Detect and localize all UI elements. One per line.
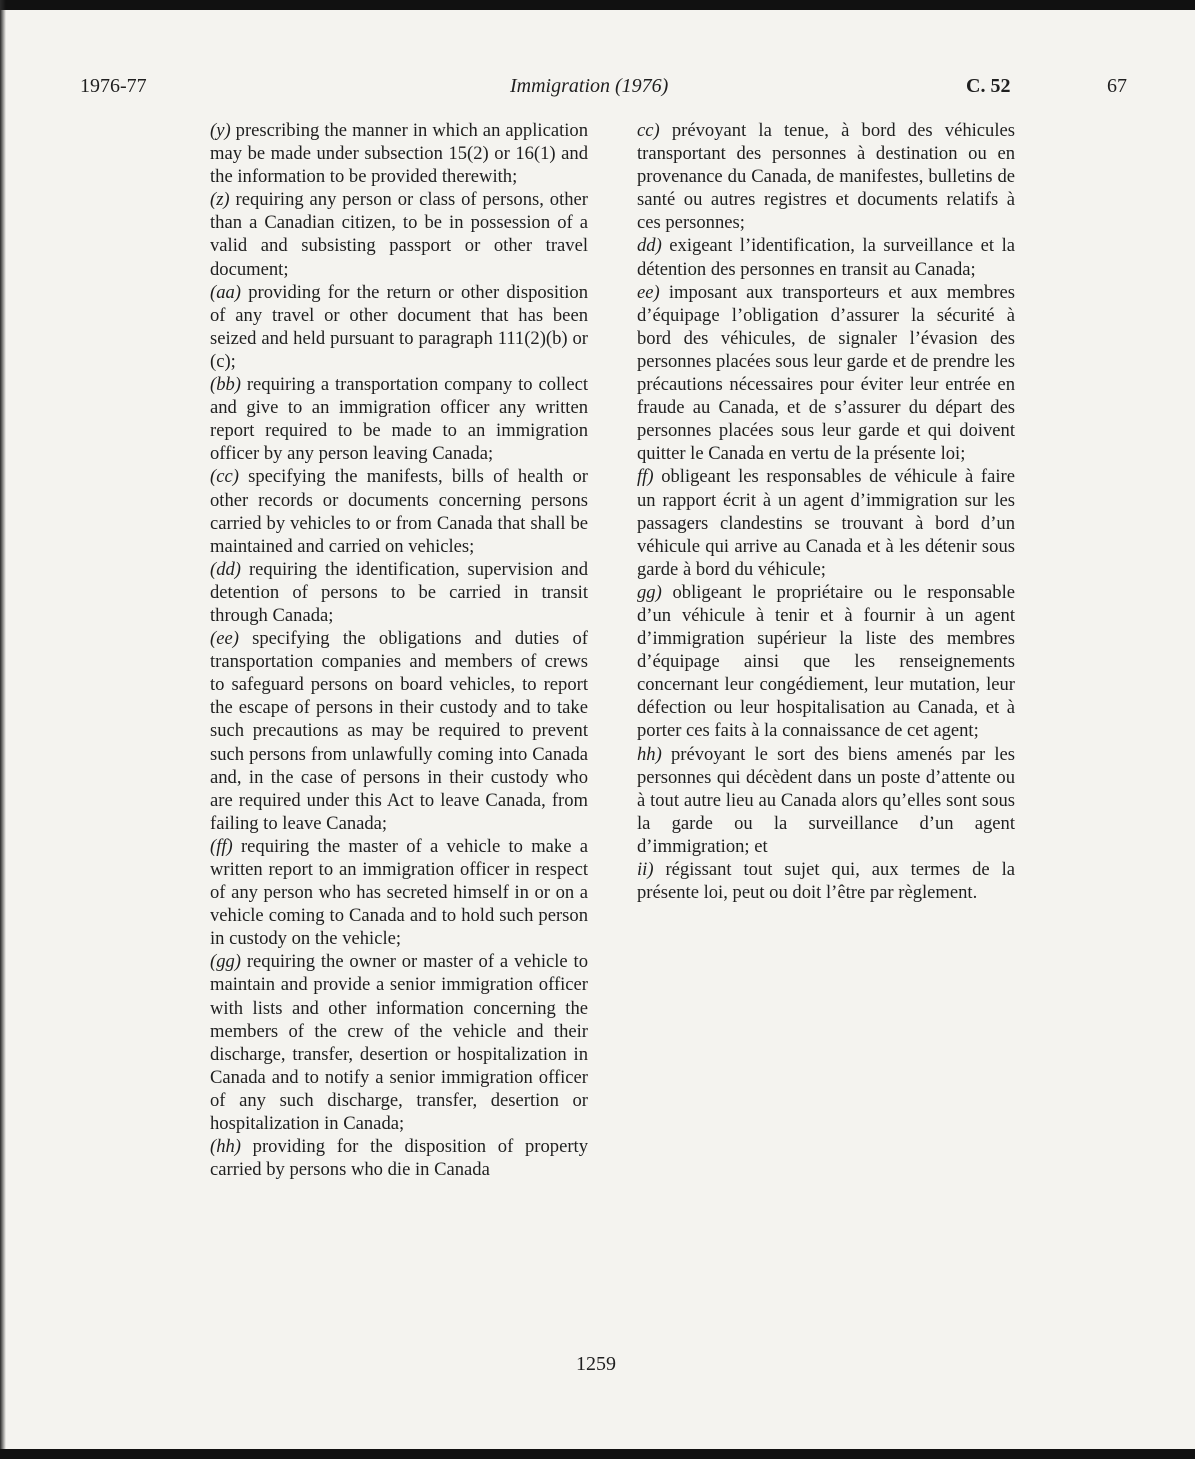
french-paragraph-mark: hh) <box>637 743 662 765</box>
english-paragraph-text: requiring the identification, supervision and detention of persons to be carried in transit through Canada; <box>210 558 588 626</box>
english-paragraph <box>210 1135 588 1181</box>
english-paragraph <box>210 465 588 557</box>
french-paragraph <box>637 234 1015 280</box>
english-paragraph <box>210 950 588 1135</box>
english-paragraph-text: requiring the owner or master of a vehicle to maintain and provide a senior immigration officer with lists and other information concerning the members of the crew of the vehicle and their discharge, transfer, desertion or hospitalization in Canada and to notify a senior immigration officer of any such discharge, transfer, desertion or hospitalization in Canada; <box>210 951 588 1135</box>
french-paragraph-text: prévoyant le sort des biens amenés par les personnes qui décèdent dans un poste d’attente ou à tout autre lieu au Canada alors qu’elles sont sous la garde ou la surveillance d’un agent d’immigration; et <box>637 743 1015 857</box>
english-paragraph-text: prescribing the manner in which an application may be made under subsection 15(2) or 16(1) and the information to be provided therewith; <box>210 120 588 188</box>
english-paragraph-mark: (cc) <box>210 466 239 488</box>
french-paragraph-mark: ii) <box>637 859 654 880</box>
french-paragraph <box>637 281 1015 466</box>
english-paragraph-mark: (dd) <box>210 558 241 580</box>
french-paragraph <box>637 119 1015 234</box>
header-year: 1976-77 <box>80 75 147 97</box>
french-paragraph-text: exigeant l’identification, la surveillance et la détention des personnes en transit au Canada; <box>637 235 1015 280</box>
english-paragraph-mark: (ee) <box>210 628 239 650</box>
footer-page-number: 1259 <box>576 1353 616 1375</box>
french-paragraph-mark: cc) <box>637 120 660 141</box>
english-paragraph-text: requiring a transportation company to collect and give to an immigration officer any written report required to be made to an immigration officer by any person leaving Canada; <box>210 374 588 465</box>
french-paragraph <box>637 581 1015 743</box>
english-paragraph-text: requiring the master of a vehicle to make a written report to an immigration officer in respect of any person who has secreted himself in or on a vehicle coming to Canada and to hold such person in custody on the vehicle; <box>210 835 588 950</box>
english-paragraph-mark: (hh) <box>210 1136 241 1158</box>
english-paragraph <box>210 281 588 373</box>
header-chapter: C. 52 <box>966 75 1011 97</box>
french-paragraph <box>637 465 1015 580</box>
scan-bottom-border <box>0 1449 1195 1459</box>
header-title: Immigration (1976) <box>510 75 669 97</box>
english-paragraph-text: requiring any person or class of persons, other than a Canadian citizen, to be in possession of a valid and subsisting passport or other travel document; <box>210 189 588 280</box>
english-paragraph-mark: (z) <box>210 189 230 211</box>
english-paragraph-text: providing for the return or other disposition of any travel or other document that has been seized and held pursuant to paragraph 111(2)(b) or (c); <box>210 281 588 372</box>
english-paragraph <box>210 627 588 835</box>
scan-top-border <box>0 0 1195 10</box>
english-paragraph <box>210 373 588 465</box>
french-paragraph <box>637 743 1015 858</box>
scan-left-shadow <box>0 0 6 1459</box>
english-paragraph-mark: (gg) <box>210 951 241 973</box>
french-paragraph-text: obligeant les responsables de véhicule à faire un rapport écrit à un agent d’immigration sur les passagers clandestins se trouvant à bord d’un véhicule qui arrive au Canada et à les détenir sous garde à bord du véhicule; <box>637 466 1015 580</box>
french-paragraph-mark: dd) <box>637 235 662 257</box>
english-paragraph <box>210 558 588 627</box>
english-paragraph-mark: (aa) <box>210 281 241 303</box>
english-column <box>210 119 588 1181</box>
english-paragraph-mark: (y) <box>210 120 231 141</box>
english-paragraph-text: providing for the disposition of property carried by persons who die in Canada <box>210 1136 588 1181</box>
french-paragraph-mark: ff) <box>637 466 654 488</box>
english-paragraph <box>210 188 588 280</box>
english-paragraph <box>210 835 588 950</box>
french-paragraph-text: obligeant le propriétaire ou le responsable d’un véhicule à tenir et à fournir à un agent d’immigration supérieur la liste des membres d’équipage ainsi que les renseignements concernant leur congédiement, leur mutation, leur défection ou leur hospitalisation au Canada, et à porter ces faits à la connaissance de cet agent; <box>637 581 1015 742</box>
french-paragraph-mark: ee) <box>637 281 660 303</box>
french-paragraph <box>637 858 1015 904</box>
english-paragraph-mark: (bb) <box>210 374 241 396</box>
english-paragraph-text: specifying the manifests, bills of health or other records or documents concerning persons carried by vehicles to or from Canada that shall be maintained and carried on vehicles; <box>210 466 588 557</box>
header-page-number: 67 <box>1107 75 1127 97</box>
french-paragraph-text: prévoyant la tenue, à bord des véhicules transportant des personnes à destination ou en provenance du Canada, de manifestes, bulletins de santé ou autres registres et documents relatifs à ces personnes; <box>637 120 1015 234</box>
english-paragraph-mark: (ff) <box>210 835 233 857</box>
english-paragraph-text: specifying the obligations and duties of transportation companies and members of crews to safeguard persons on board vehicles, to report the escape of persons in their custody and to take such precautions as may be required to prevent such persons from unlawfully coming into Canada and, in the case of persons in their custody who are required under this Act to leave Canada, from failing to leave Canada; <box>210 628 588 834</box>
french-column <box>637 119 1015 904</box>
french-paragraph-text: imposant aux transporteurs et aux membres d’équipage l’obligation d’assurer la sécurité à bord des véhicules, de signaler l’évasion des personnes placées sous leur garde et de prendre les précautions nécessaires pour éviter leur entrée en fraude au Canada, et de s’assurer du départ des personnes placées sous leur garde et qui doivent quitter le Canada en vertu de la présente loi; <box>637 281 1015 465</box>
french-paragraph-mark: gg) <box>637 581 662 603</box>
french-paragraph-text: régissant tout sujet qui, aux termes de la présente loi, peut ou doit l’être par règlement. <box>637 859 1015 904</box>
english-paragraph <box>210 119 588 188</box>
